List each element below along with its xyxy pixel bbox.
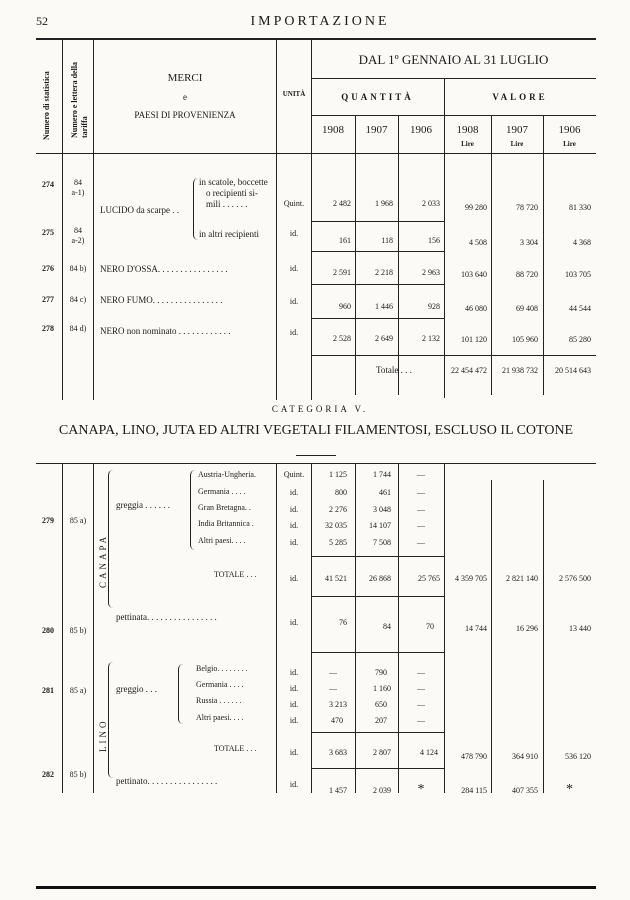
q-1906: — — [417, 684, 425, 693]
v-1906: 13 440 — [569, 624, 591, 633]
q-1907: 1 744 — [373, 470, 391, 479]
tariff-number: 84 — [74, 178, 82, 187]
tariff-number: 84 c) — [69, 295, 87, 304]
q-1908: 2 591 — [333, 268, 351, 277]
q-1908: 2 482 — [333, 199, 351, 208]
total-1908: 22 454 472 — [451, 366, 487, 375]
q-1907: 461 — [379, 488, 391, 497]
col-divider — [543, 480, 544, 793]
q-1908: — — [329, 684, 337, 693]
total-q-1908: 3 683 — [329, 748, 347, 757]
q-1908: 76 — [339, 618, 347, 627]
unit: Quint. — [283, 199, 305, 208]
row-desc: in altri recipienti — [199, 229, 259, 239]
unit: id. — [289, 297, 299, 306]
q-1906: — — [417, 700, 425, 709]
tariff-header-text: Numero e lettera della tariffa — [70, 61, 89, 138]
row-rule — [311, 732, 444, 733]
unit: id. — [289, 538, 299, 547]
country-name: India Britannica . — [198, 519, 254, 528]
q-1906: * — [417, 782, 425, 797]
unit: id. — [289, 488, 299, 497]
q-1907: 1 968 — [375, 199, 393, 208]
year-1906-q: 1906 — [410, 124, 432, 136]
unit: id. — [289, 668, 299, 677]
total-v-1907: 364 910 — [512, 752, 538, 761]
country-name: Gran Bretagna. . — [198, 503, 251, 512]
e-header: e — [183, 92, 187, 102]
q-1906: — — [417, 470, 425, 479]
total-v-1907: 2 821 140 — [506, 574, 538, 583]
v-1908: 46 080 — [465, 304, 487, 313]
total-q-1906: 4 124 — [420, 748, 438, 757]
total-v-1906: 536 120 — [565, 752, 591, 761]
header-bottom-rule — [36, 153, 596, 154]
categoria-label: CATEGORIA V. — [271, 404, 369, 414]
v-1906: 85 280 — [569, 335, 591, 344]
lire-label: Lire — [563, 140, 576, 148]
tariff-number: 85 b) — [69, 626, 87, 635]
year-divider — [355, 115, 356, 395]
lino-label: LINO — [98, 718, 108, 752]
row-desc: NERO non nominato . . . . . . . . . . . . — [100, 326, 231, 336]
stat-number: 281 — [42, 686, 54, 695]
valore-header: VALORE — [492, 92, 548, 102]
section-title-rule — [296, 455, 336, 456]
v-1908: 284 115 — [461, 786, 487, 795]
total-v-1908: 478 790 — [461, 752, 487, 761]
unit: id. — [289, 716, 299, 725]
q-1907: 3 048 — [373, 505, 391, 514]
q-1906: — — [417, 716, 425, 725]
row-rule — [311, 318, 444, 319]
q-1906: — — [417, 668, 425, 677]
canapa-label: CANAPA — [98, 533, 108, 588]
unit: id. — [289, 700, 299, 709]
year-divider — [491, 115, 492, 395]
q-1906: 156 — [428, 236, 440, 245]
q-1906: 928 — [428, 302, 440, 311]
tariff-sub: a-2) — [71, 236, 85, 245]
year-1907-v: 1907 — [506, 124, 528, 136]
row-rule — [311, 221, 444, 222]
q-1907: 7 508 — [373, 538, 391, 547]
years-rule — [311, 115, 596, 116]
tariff-header — [70, 40, 90, 138]
v-1907: 88 720 — [516, 270, 538, 279]
tariff-number: 84 d) — [69, 324, 87, 333]
total-1906: 20 514 643 — [555, 366, 591, 375]
tariff-number: 85 b) — [69, 770, 87, 779]
unit: id. — [289, 684, 299, 693]
bottom-page-rule — [36, 886, 596, 889]
running-title: IMPORTAZIONE — [250, 14, 390, 29]
v-1907: 3 304 — [520, 238, 538, 247]
greggia-label: greggia . . . . . . — [116, 500, 170, 510]
q-1906: 2 033 — [422, 199, 440, 208]
row-rule — [311, 768, 444, 769]
q-1908: 1 125 — [329, 470, 347, 479]
row-desc: NERO D'OSSA. . . . . . . . . . . . . . . . — [100, 264, 228, 274]
tariff-sub: a-1) — [71, 188, 85, 197]
year-1908-v: 1908 — [456, 124, 479, 136]
unit: id. — [289, 505, 299, 514]
stat-number: 280 — [42, 626, 54, 635]
row-rule — [311, 652, 444, 653]
unit: id. — [289, 328, 299, 337]
tariff-number: 85 a) — [69, 686, 87, 695]
col-divider — [93, 40, 94, 400]
stat-number: 274 — [42, 180, 54, 189]
year-1907-q: 1907 — [365, 124, 388, 136]
q-1906: — — [417, 488, 425, 497]
row-desc: o recipienti si- — [206, 188, 258, 198]
totale-label: TOTALE . . . — [214, 570, 257, 579]
period-header: DAL 1º GENNAIO AL 31 LUGLIO — [358, 52, 549, 67]
section-title: CANAPA, LINO, JUTA ED ALTRI VEGETALI FILAMENTOSI, ESCLUSO IL COTONE — [58, 423, 574, 438]
total-q-1906: 25 765 — [418, 574, 440, 583]
q-1907: 2 649 — [375, 334, 393, 343]
v-1907: 16 296 — [516, 624, 538, 633]
row-rule — [311, 556, 444, 557]
v-1906: 4 368 — [573, 238, 591, 247]
v-1908: 99 280 — [465, 203, 487, 212]
total-1907: 21 938 732 — [502, 366, 538, 375]
paesi-header: PAESI DI PROVENIENZA — [134, 110, 236, 120]
pettinato-label: pettinato. . . . . . . . . . . . . . . . — [116, 776, 218, 786]
country-name: Germania . . . . — [198, 487, 246, 496]
totale-label: Totale . . . — [376, 365, 412, 375]
lucido-label: LUCIDO da scarpe . . — [100, 205, 179, 215]
q-1906: 2 963 — [422, 268, 440, 277]
v-1906: 44 544 — [569, 304, 591, 313]
unit: id. — [289, 618, 299, 627]
q-1907: 84 — [383, 622, 391, 631]
year-1908-q: 1908 — [322, 124, 344, 136]
total-q-1907: 26 868 — [369, 574, 391, 583]
brace — [108, 662, 113, 778]
row-desc: mili . . . . . . — [206, 199, 248, 209]
year-1906-v: 1906 — [558, 124, 581, 136]
country-name: Belgio. . . . . . . . — [196, 664, 248, 673]
unita-header: UNITÀ — [282, 90, 306, 98]
unit: id. — [289, 264, 299, 273]
period-rule — [311, 78, 596, 79]
v-1908: 103 640 — [461, 270, 487, 279]
q-1907: 118 — [381, 236, 393, 245]
v-1907: 78 720 — [516, 203, 538, 212]
q-1908: 2 528 — [333, 334, 351, 343]
tariff-number: 84 b) — [69, 264, 87, 273]
stat-number: 275 — [42, 228, 54, 237]
q-1907: 2 218 — [375, 268, 393, 277]
q-1907: 2 039 — [373, 786, 391, 795]
brace — [108, 470, 113, 608]
v-1907: 69 408 — [516, 304, 538, 313]
q-1906: — — [417, 521, 425, 530]
v-1906: * — [566, 782, 573, 797]
country-name: Germania . . . . — [196, 680, 244, 689]
q-1907: 1 160 — [373, 684, 391, 693]
stat-number-header: Numero di statistica — [42, 71, 51, 140]
unit: id. — [289, 574, 299, 583]
q-1908: 470 — [331, 716, 343, 725]
tariff-number: 85 a) — [69, 516, 87, 525]
greggio-label: greggio . . . — [116, 684, 157, 694]
stat-number: 276 — [42, 264, 54, 273]
q-1907: 790 — [375, 668, 387, 677]
unit: Quint. — [283, 470, 305, 479]
q-1908: 2 276 — [329, 505, 347, 514]
q-1906: 2 132 — [422, 334, 440, 343]
total-q-1907: 2 807 — [373, 748, 391, 757]
q-1908: 800 — [335, 488, 347, 497]
q-1907: 1 446 — [375, 302, 393, 311]
col-divider — [62, 40, 63, 400]
v-1907: 407 355 — [512, 786, 538, 795]
lire-label: Lire — [461, 140, 474, 148]
row-rule — [311, 355, 596, 356]
v-1908: 101 120 — [461, 335, 487, 344]
v-1906: 81 330 — [569, 203, 591, 212]
unit: id. — [289, 229, 299, 238]
section2-top-rule — [36, 463, 596, 464]
q-1907: 650 — [375, 700, 387, 709]
merci-header: MERCI — [167, 72, 203, 84]
header-rule — [36, 38, 596, 40]
stat-number: 278 — [42, 324, 54, 333]
row-rule — [311, 251, 444, 252]
brace — [193, 178, 198, 240]
country-name: Russia . . . . . . — [196, 696, 242, 705]
unit: id. — [289, 521, 299, 530]
col-divider — [93, 463, 94, 793]
col-divider — [62, 463, 63, 793]
row-desc: NERO FUMO. . . . . . . . . . . . . . . . — [100, 295, 223, 305]
q-1908: 161 — [339, 236, 351, 245]
stat-number: 277 — [42, 295, 54, 304]
row-desc: in scatole, boccette — [199, 177, 268, 187]
v-1908: 14 744 — [465, 624, 487, 633]
q-1906: 70 — [426, 622, 434, 631]
col-divider — [491, 480, 492, 793]
q-1908: 5 285 — [329, 538, 347, 547]
tariff-number: 84 — [74, 226, 82, 235]
page-number: 52 — [36, 14, 48, 28]
q-1908: 1 457 — [329, 786, 347, 795]
brace — [178, 664, 183, 724]
q-1908: — — [329, 668, 337, 677]
country-name: Altri paesi. . . . — [198, 536, 246, 545]
brace — [190, 470, 195, 550]
totale-label: TOTALE . . . — [214, 744, 257, 753]
unit: id. — [289, 748, 299, 757]
country-name: Altri paesi. . . . — [196, 713, 244, 722]
q-1906: — — [417, 505, 425, 514]
q-1907: 207 — [375, 716, 387, 725]
q-1906: — — [417, 538, 425, 547]
q-1908: 960 — [339, 302, 351, 311]
q-1908: 32 035 — [325, 521, 347, 530]
stat-number: 282 — [42, 770, 54, 779]
total-v-1906: 2 576 500 — [559, 574, 591, 583]
lire-label: Lire — [510, 140, 524, 148]
q-1908: 3 213 — [329, 700, 347, 709]
v-1906: 103 705 — [565, 270, 591, 279]
pettinata-label: pettinata. . . . . . . . . . . . . . . . — [116, 612, 217, 622]
country-name: Austria-Ungheria. — [198, 470, 256, 479]
year-divider — [398, 115, 399, 395]
total-v-1908: 4 359 705 — [455, 574, 487, 583]
stat-number: 279 — [42, 516, 54, 525]
q-1907: 14 107 — [369, 521, 391, 530]
unit: id. — [289, 780, 299, 789]
row-rule — [311, 284, 444, 285]
quantita-header: QUANTITÀ — [341, 92, 414, 102]
row-rule — [311, 596, 444, 597]
total-q-1908: 41 521 — [325, 574, 347, 583]
v-1907: 105 960 — [512, 335, 538, 344]
year-divider — [543, 115, 544, 395]
v-1908: 4 508 — [469, 238, 487, 247]
